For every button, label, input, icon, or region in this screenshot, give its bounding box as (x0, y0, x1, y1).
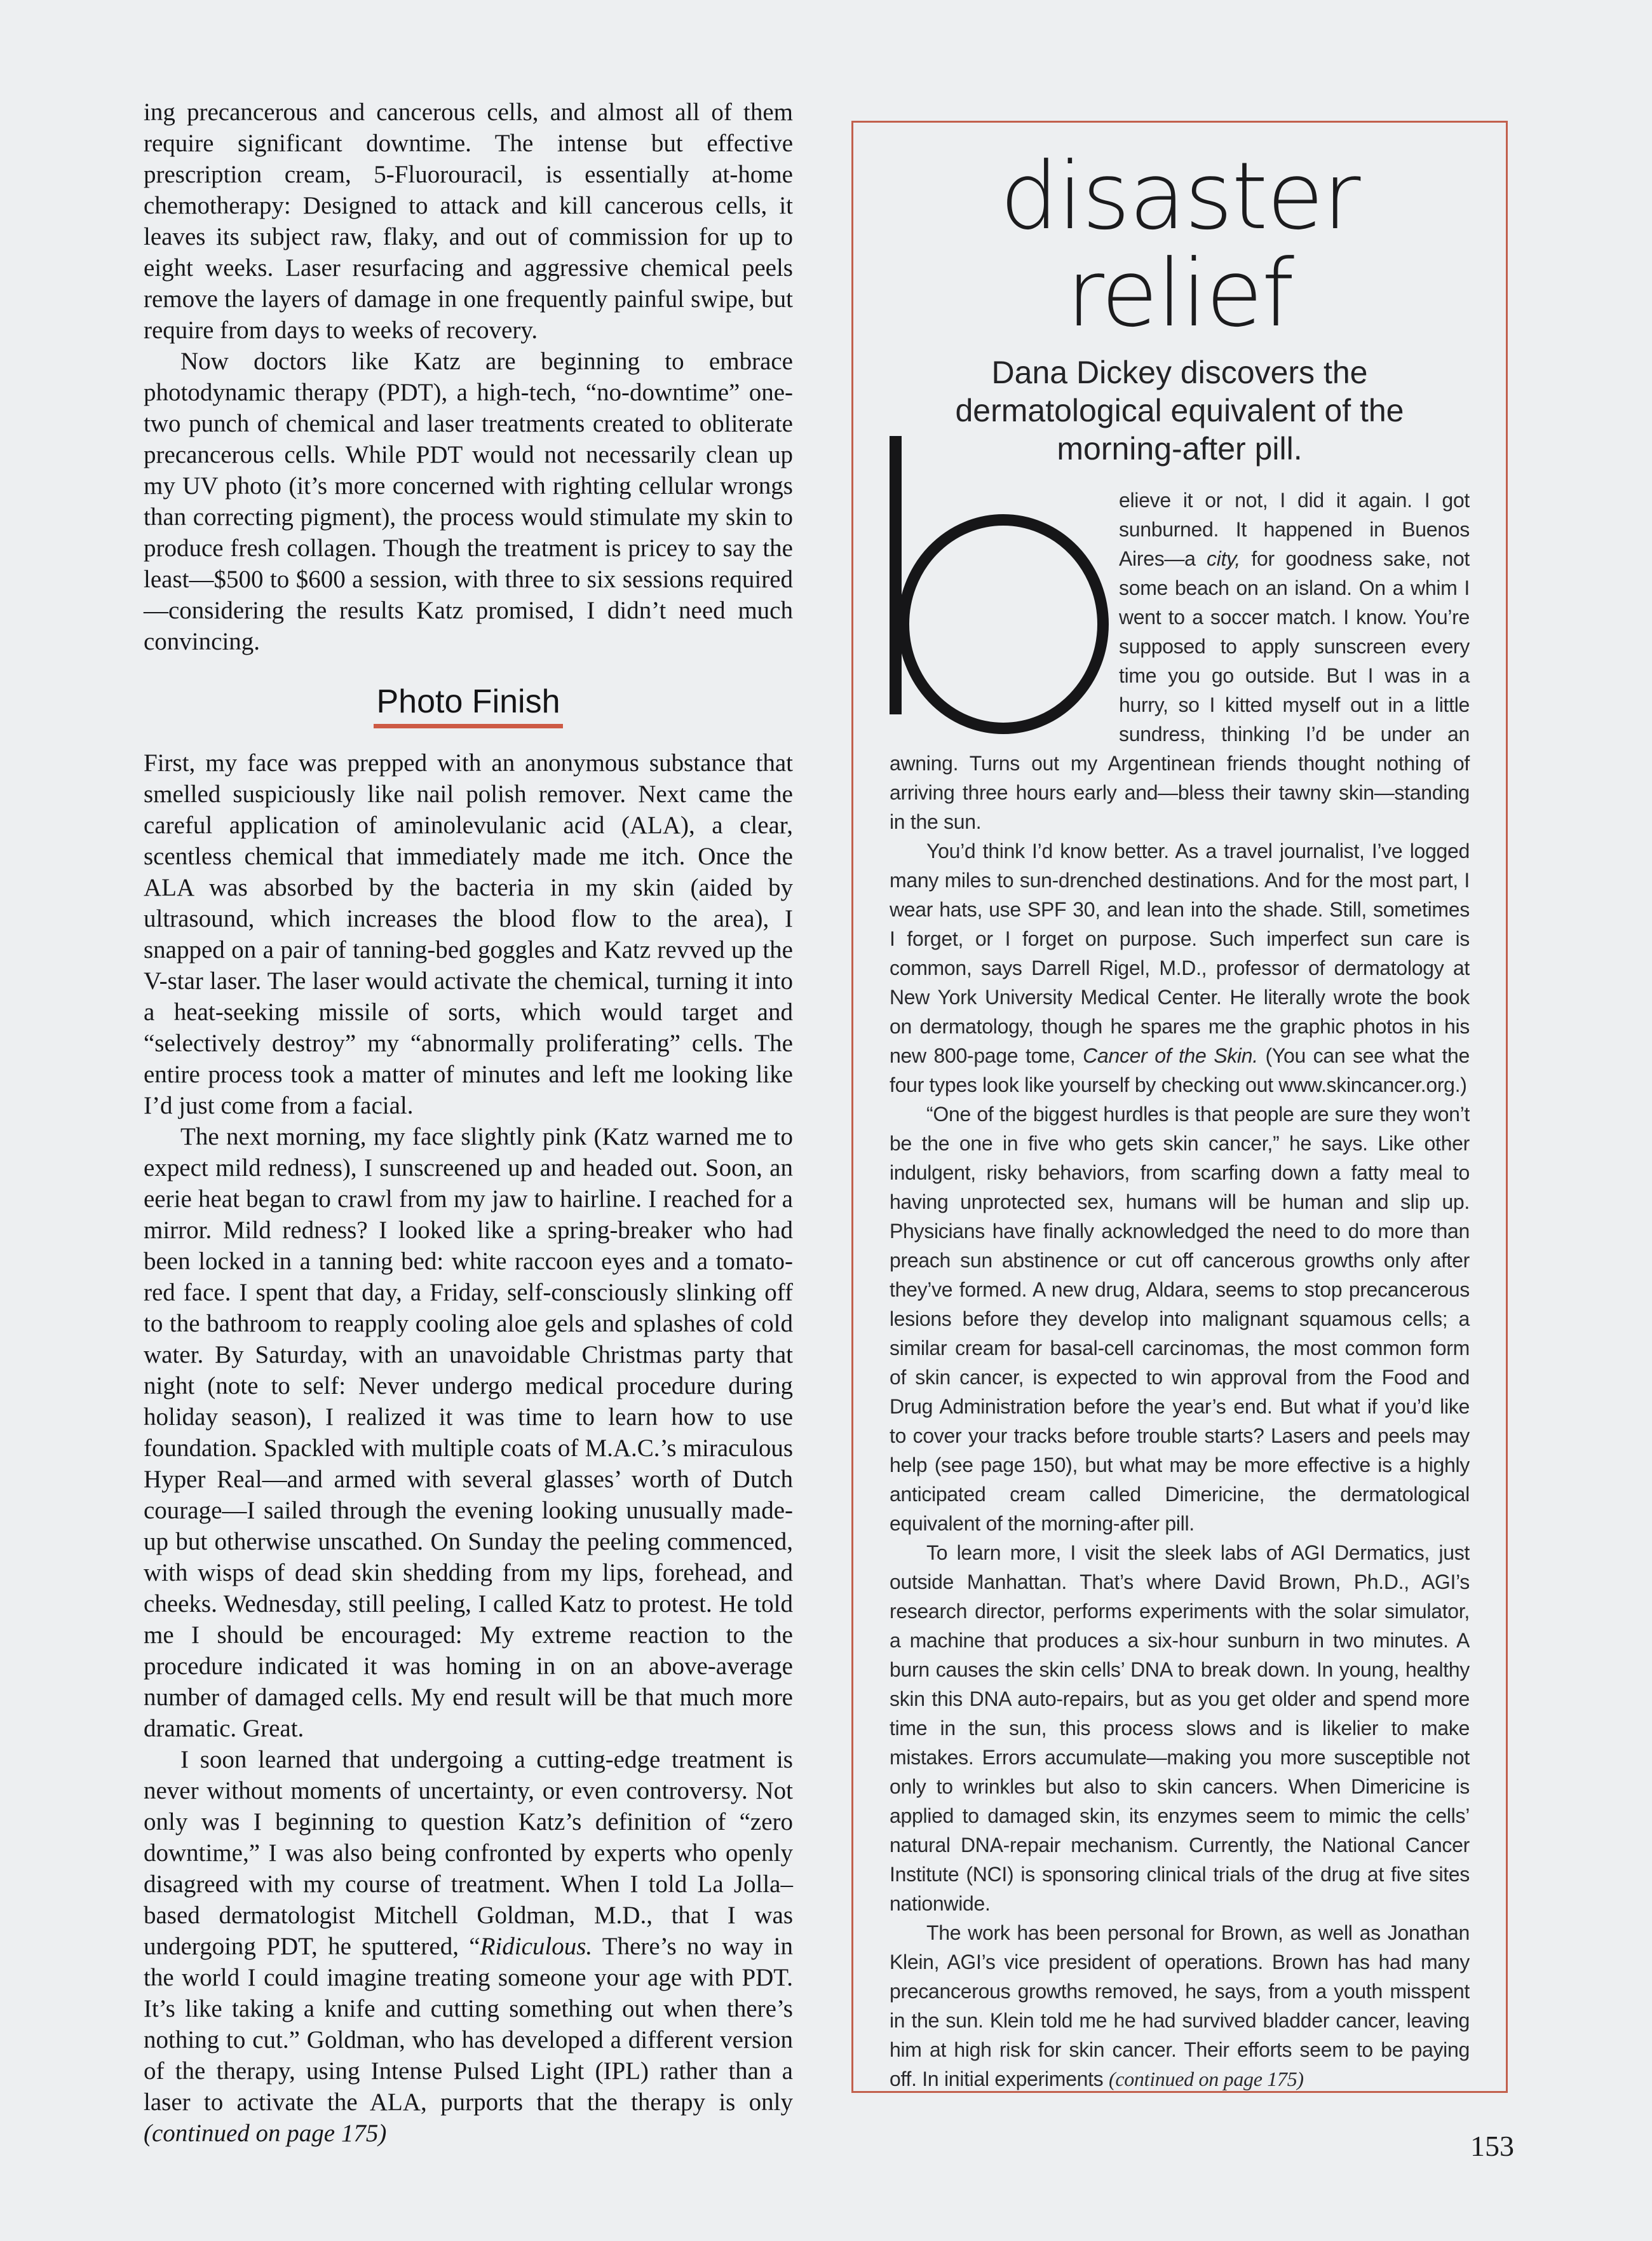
sidebar-paragraph: To learn more, I visit the sleek labs of AGI Dermatics, just outside Manhattan. That’s where David Brown, Ph.D., AGI’s research director, performs experiments with the solar simulator, a machine that produces a six-hour sunburn in two minutes. A burn causes the skin cells’ DNA to break down. In young, healthy skin this DNA auto-repairs, but as you get older and spend more time in the sun, this process slows and is likelier to make mistakes. Errors accumulate—making you more susceptible not only to wrinkles but also to skin cancers. When Dimericine is applied to damaged skin, its enzymes seem to mimic the cells’ natural DNA-repair mechanism. Currently, the National Cancer Institute (NCI) is sponsoring clinical trials of the drug at five sites nationwide. (890, 1541, 1470, 1915)
article-left-column (144, 97, 793, 2149)
article-paragraph: First, my face was prepped with an anonymous substance that smelled suspiciously like nail polish remover. Next came the careful application of aminolevulanic acid (ALA), a clear, scentless chemical that immediately made me itch. Once the ALA was absorbed by the bacteria in my skin (aided by ultrasound, which increases the blood flow to the area), I snapped on a pair of tanning-bed goggles and Katz revved up the V-star laser. The laser would activate the chemical, turning it into a heat-seeking missile of sorts, which would target and “selectively destroy” my “abnormally proliferating” cells. The entire process took a matter of minutes and left me looking like I’d just come from a facial. (144, 749, 793, 1120)
paragraph-run: elieve it or not, I did it again. I got sunburned. It happened in Buenos Aires—a (1119, 488, 1470, 570)
article-paragraph: ing precancerous and cancerous cells, and almost all of them require significant downtime. The intense but effective prescription cream, 5-Fluorouracil, is essentially at-home chemotherapy: Designed to attack and kill cancerous cells, it leaves its subject raw, flaky, and out of commission for up to eight weeks. Laser resurfacing and aggressive chemical peels remove the layers of damage in one frequently painful swipe, but require from days to weeks of recovery. (144, 99, 793, 344)
sidebar-paragraph (890, 836, 1470, 1100)
sidebar-paragraph (890, 1918, 1470, 2094)
page-number: 153 (1470, 2130, 1514, 2162)
paragraph-run-italic: Ridiculous. (480, 1933, 593, 1961)
sidebar-body (890, 486, 1470, 2094)
paragraph-run: There’s no way in the world I could imagine treating someone your age with PDT. It’s like taking a knife and cutting something out when there’s nothing to cut.” Goldman, who has developed a different version of the therapy, using Intense Pulsed Light (IPL) rather than a laser to activate the ALA, purports that the therapy is only (144, 1933, 793, 2116)
continued-note: (continued on page 175) (1108, 2067, 1304, 2090)
section-heading-text: Photo Finish (374, 684, 562, 728)
paragraph-run-italic: city, (1207, 547, 1241, 570)
sidebar-content (853, 123, 1506, 2094)
paragraph-run: The work has been personal for Brown, as well as Jonathan Klein, AGI’s vice president of operations. Brown has had many precancerous growths removed, he says, from a youth misspent in the sun. Klein told me he had survived bladder cancer, leaving him at high risk for skin cancer. Their efforts seem to be paying off. In initial experiments (890, 1921, 1470, 2090)
sidebar-subtitle: Dana Dickey discovers the dermatological equivalent of the morning-after pill. (955, 354, 1404, 467)
paragraph-run-italic: Cancer of the Skin. (1083, 1044, 1258, 1067)
section-heading (144, 684, 793, 728)
paragraph-run: You’d think I’d know better. As a travel journalist, I’ve logged many miles to sun-drenched destinations. And for the most part, I wear hats, use SPF 30, and lean into the shade. Still, sometimes I forget, or I forget on purpose. Such imperfect sun care is common, says Darrell Rigel, M.D., professor of dermatology at New York University Medical Center. He literally wrote the book on dermatology, though he spares me the graphic photos in his new 800-page tome, (890, 839, 1470, 1067)
dropcap-b-glyph (890, 436, 1109, 735)
sidebar-box (851, 121, 1508, 2093)
dropcap-b (890, 486, 1109, 721)
paragraph-run: (You can see what the four types look like yourself by checking out www.skincancer.org.) (890, 1044, 1470, 1096)
continued-note: (continued on page 175) (144, 2120, 387, 2148)
article-paragraph: Now doctors like Katz are beginning to embrace photodynamic therapy (PDT), a high-tech, “no-downtime” one-two punch of chemical and laser treatments created to obliterate precancerous cells. While PDT would not necessarily clean up my UV photo (it’s more concerned with righting cellular wrongs than correcting pigment), the process would stimulate my skin to produce fresh collagen. Though the treatment is pricey to say the least—$500 to $600 a session, with three to six sessions required—considering the results Katz promised, I didn’t need much convincing. (144, 348, 793, 655)
sidebar-title: disaster relief (999, 142, 1360, 348)
article-paragraph: The next morning, my face slightly pink (Katz warned me to expect mild redness), I sunscreened up and headed out. Soon, an eerie heat began to crawl from my jaw to hairline. I reached for a mirror. Mild redness? I looked like a spring-breaker who had been locked in a tanning bed: white raccoon eyes and a tomato-red face. I spent that day, a Friday, self-consciously slinking off to the bathroom to reapply cooling aloe gels and splashes of cold water. By Saturday, with an unavoidable Christmas party that night (note to self: Never undergo medical procedure during holiday season), I realized it was time to learn how to use foundation. Spackled with multiple coats of M.A.C.’s miraculous Hyper Real—and armed with several glasses’ worth of Dutch courage—I sailed through the evening looking unusually made-up but otherwise unscathed. On Sunday the peeling commenced, with wisps of dead skin shedding from my lips, forehead, and cheeks. Wednesday, still peeling, I called Katz to protest. He told me I should be encouraged: My extreme reaction to the procedure indicated it was homing in on an above-average number of damaged cells. My end result will be that much more dramatic. Great. (144, 1123, 793, 1743)
sidebar-paragraph: “One of the biggest hurdles is that people are sure they won’t be the one in five who gets skin cancer,” he says. Like other indulgent, risky behaviors, from scarfing down a fatty meal to having unprotected sex, humans will be human and slip up. Physicians have finally acknowledged the need to do more than preach sun abstinence or cut off cancerous growths only after they’ve formed. A new drug, Aldara, seems to stop precancerous lesions before they develop into malignant squamous cells; a similar cream for basal-cell carcinomas, the most common form of skin cancer, is expected to win approval from the Food and Drug Administration before the year’s end. But what if you’d like to cover your tracks before trouble starts? Lasers and peels may help (see page 150), but what may be more effective is a highly anticipated cream called Dimericine, the dermatological equivalent of the morning-after pill. (890, 1102, 1470, 1535)
paragraph-run: I soon learned that undergoing a cutting-edge treatment is never without moments of uncertainty, or even controversy. Not only was I beginning to question Katz’s definition of “zero downtime,” I was also being confronted by experts who openly disagreed with my course of treatment. When I told La Jolla–based dermatologist Mitchell Goldman, M.D., that I was undergoing PDT, he sputtered, “ (144, 1746, 793, 1961)
paragraph-run: for goodness sake, not some beach on an island. On a whim I went to a soccer match. I know. You’re supposed to apply sunscreen every time you go outside. But I was in a hurry, so I kitted myself out in a little sundress, thinking I’d be under an awning. Turns out my Argentinean friends thought nothing of arriving three hours early and—bless their tawny skin—standing in the sun. (890, 547, 1470, 833)
article-paragraph (144, 1744, 793, 2149)
